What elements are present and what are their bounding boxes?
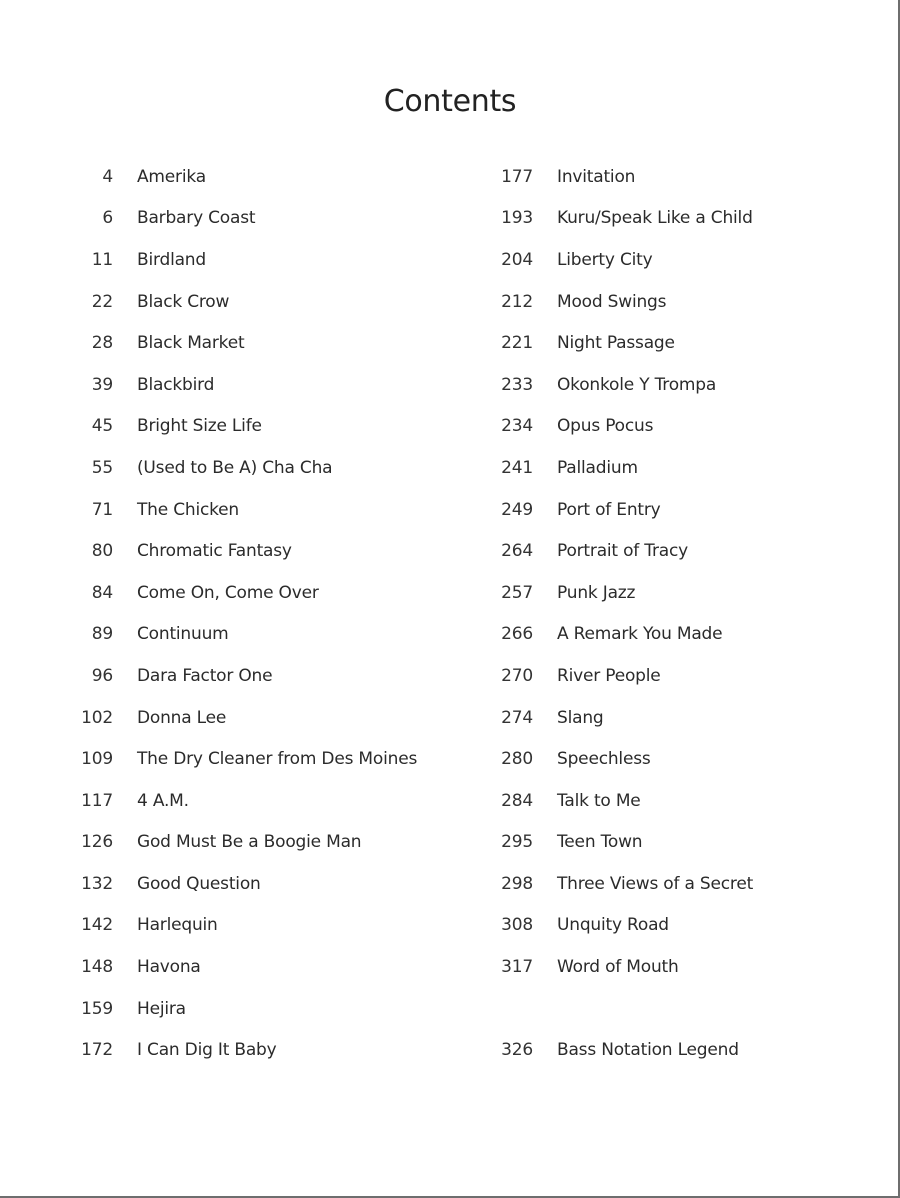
song-title: Punk Jazz	[557, 582, 636, 603]
contents-entry[interactable]	[60, 697, 460, 739]
contents-entry[interactable]	[480, 863, 880, 905]
contents-entry[interactable]	[60, 281, 460, 323]
song-title: A Remark You Made	[557, 624, 723, 645]
contents-entry[interactable]	[480, 697, 880, 739]
page-number: 298	[501, 873, 533, 894]
song-title: Invitation	[557, 166, 636, 187]
appendix-title: Bass Notation Legend	[557, 1040, 739, 1061]
contents-right-column	[480, 156, 880, 1071]
page-number: 4	[102, 166, 113, 187]
contents-entry[interactable]	[60, 239, 460, 281]
contents-entry[interactable]	[480, 281, 880, 323]
contents-entry[interactable]	[60, 447, 460, 489]
song-title: Slang	[557, 707, 604, 728]
contents-entry[interactable]	[60, 198, 460, 240]
contents-entry[interactable]	[480, 905, 880, 947]
contents-entry[interactable]	[60, 406, 460, 448]
page-number: 126	[81, 832, 113, 853]
song-title: Okonkole Y Trompa	[557, 374, 717, 395]
song-title: Birdland	[137, 249, 206, 270]
contents-entry[interactable]	[480, 655, 880, 697]
song-title: Barbary Coast	[137, 208, 256, 229]
page-title: Contents	[383, 84, 517, 119]
page-number: 221	[501, 333, 533, 354]
page-number: 159	[81, 998, 113, 1019]
song-title: Mood Swings	[557, 291, 667, 312]
contents-entry[interactable]	[60, 322, 460, 364]
contents-entry[interactable]	[60, 614, 460, 656]
song-title: Word of Mouth	[557, 957, 679, 978]
page-number: 172	[81, 1040, 113, 1061]
page-number: 96	[91, 665, 113, 686]
song-title: The Dry Cleaner from Des Moines	[137, 749, 418, 770]
song-title: Come On, Come Over	[137, 582, 319, 603]
page-number: 257	[501, 582, 533, 603]
song-title: Three Views of a Secret	[557, 873, 754, 894]
contents-entry-appendix[interactable]	[480, 1029, 880, 1071]
page-number: 39	[91, 374, 113, 395]
page-number: 234	[501, 416, 533, 437]
song-title: Amerika	[137, 166, 206, 187]
contents-entry[interactable]	[480, 198, 880, 240]
contents-entry[interactable]	[480, 572, 880, 614]
contents-entry[interactable]	[480, 780, 880, 822]
contents-entry[interactable]	[480, 364, 880, 406]
page-number: 308	[501, 915, 533, 936]
page-number: 249	[501, 499, 533, 520]
page-number: 45	[91, 416, 113, 437]
page-number: 71	[91, 499, 113, 520]
contents-entry[interactable]	[480, 614, 880, 656]
song-title: Blackbird	[137, 374, 215, 395]
contents-entry[interactable]	[60, 738, 460, 780]
contents-entry[interactable]	[60, 822, 460, 864]
page-number: 233	[501, 374, 533, 395]
contents-entry[interactable]	[480, 322, 880, 364]
contents-entry[interactable]	[60, 946, 460, 988]
page-number: 274	[501, 707, 533, 728]
song-title: Good Question	[137, 873, 261, 894]
song-title: Black Market	[137, 333, 245, 354]
song-title: Havona	[137, 957, 201, 978]
page-number: 193	[501, 208, 533, 229]
page-number: 11	[91, 249, 113, 270]
song-title: Speechless	[557, 749, 651, 770]
contents-entry[interactable]	[480, 489, 880, 531]
contents-entry[interactable]	[60, 156, 460, 198]
song-title: God Must Be a Boogie Man	[137, 832, 362, 853]
song-title: Black Crow	[137, 291, 230, 312]
song-title: Chromatic Fantasy	[137, 541, 292, 562]
page-number: 284	[501, 790, 533, 811]
song-title: Teen Town	[557, 832, 643, 853]
song-title: Talk to Me	[557, 790, 641, 811]
song-title: Liberty City	[557, 249, 653, 270]
page-number: 241	[501, 457, 533, 478]
page-number: 142	[81, 915, 113, 936]
song-title: Kuru/Speak Like a Child	[557, 208, 753, 229]
contents-entry[interactable]	[60, 863, 460, 905]
contents-entry[interactable]	[480, 156, 880, 198]
song-title: Portrait of Tracy	[557, 541, 688, 562]
song-title: (Used to Be A) Cha Cha	[137, 457, 333, 478]
page-number: 6	[102, 208, 113, 229]
song-title: Night Passage	[557, 333, 675, 354]
contents-entry[interactable]	[60, 905, 460, 947]
contents-entry[interactable]	[480, 738, 880, 780]
page-number: 117	[81, 790, 113, 811]
song-title: Opus Pocus	[557, 416, 654, 437]
contents-entry[interactable]	[480, 822, 880, 864]
page-number: 148	[81, 957, 113, 978]
contents-entry[interactable]	[480, 406, 880, 448]
page-number: 326	[501, 1040, 533, 1061]
contents-entry[interactable]	[60, 655, 460, 697]
page-number: 28	[91, 333, 113, 354]
song-title: The Chicken	[137, 499, 240, 520]
page-number: 132	[81, 873, 113, 894]
contents-entry[interactable]	[480, 447, 880, 489]
page-number: 317	[501, 957, 533, 978]
page-number: 280	[501, 749, 533, 770]
contents-entry[interactable]	[480, 239, 880, 281]
song-title: Hejira	[137, 998, 186, 1019]
song-title: Donna Lee	[137, 707, 227, 728]
contents-entry[interactable]	[60, 988, 460, 1030]
page-number: 89	[91, 624, 113, 645]
page-number: 22	[91, 291, 113, 312]
page-number: 177	[501, 166, 533, 187]
page-number: 102	[81, 707, 113, 728]
contents-entry[interactable]	[60, 364, 460, 406]
page-number: 266	[501, 624, 533, 645]
song-title: River People	[557, 665, 661, 686]
contents-entry[interactable]	[480, 530, 880, 572]
song-title: Dara Factor One	[137, 665, 273, 686]
contents-entry[interactable]	[60, 489, 460, 531]
song-title: Harlequin	[137, 915, 218, 936]
contents-entry[interactable]	[60, 530, 460, 572]
page-number: 80	[91, 541, 113, 562]
song-title: Palladium	[557, 457, 638, 478]
contents-entry[interactable]	[480, 946, 880, 988]
song-title: 4 A.M.	[137, 790, 189, 811]
page-number: 264	[501, 541, 533, 562]
song-title: Bright Size Life	[137, 416, 262, 437]
page-number: 212	[501, 291, 533, 312]
contents-left-column	[60, 156, 460, 1071]
contents-entry[interactable]	[60, 780, 460, 822]
page-number: 55	[91, 457, 113, 478]
contents-entry[interactable]	[60, 1029, 460, 1071]
song-title: Port of Entry	[557, 499, 661, 520]
song-title: Continuum	[137, 624, 229, 645]
contents-entry[interactable]	[60, 572, 460, 614]
song-title: I Can Dig It Baby	[137, 1040, 277, 1061]
page-number: 204	[501, 249, 533, 270]
page-number: 270	[501, 665, 533, 686]
song-title: Unquity Road	[557, 915, 669, 936]
page-number: 295	[501, 832, 533, 853]
page-number: 84	[91, 582, 113, 603]
page-number: 109	[81, 749, 113, 770]
